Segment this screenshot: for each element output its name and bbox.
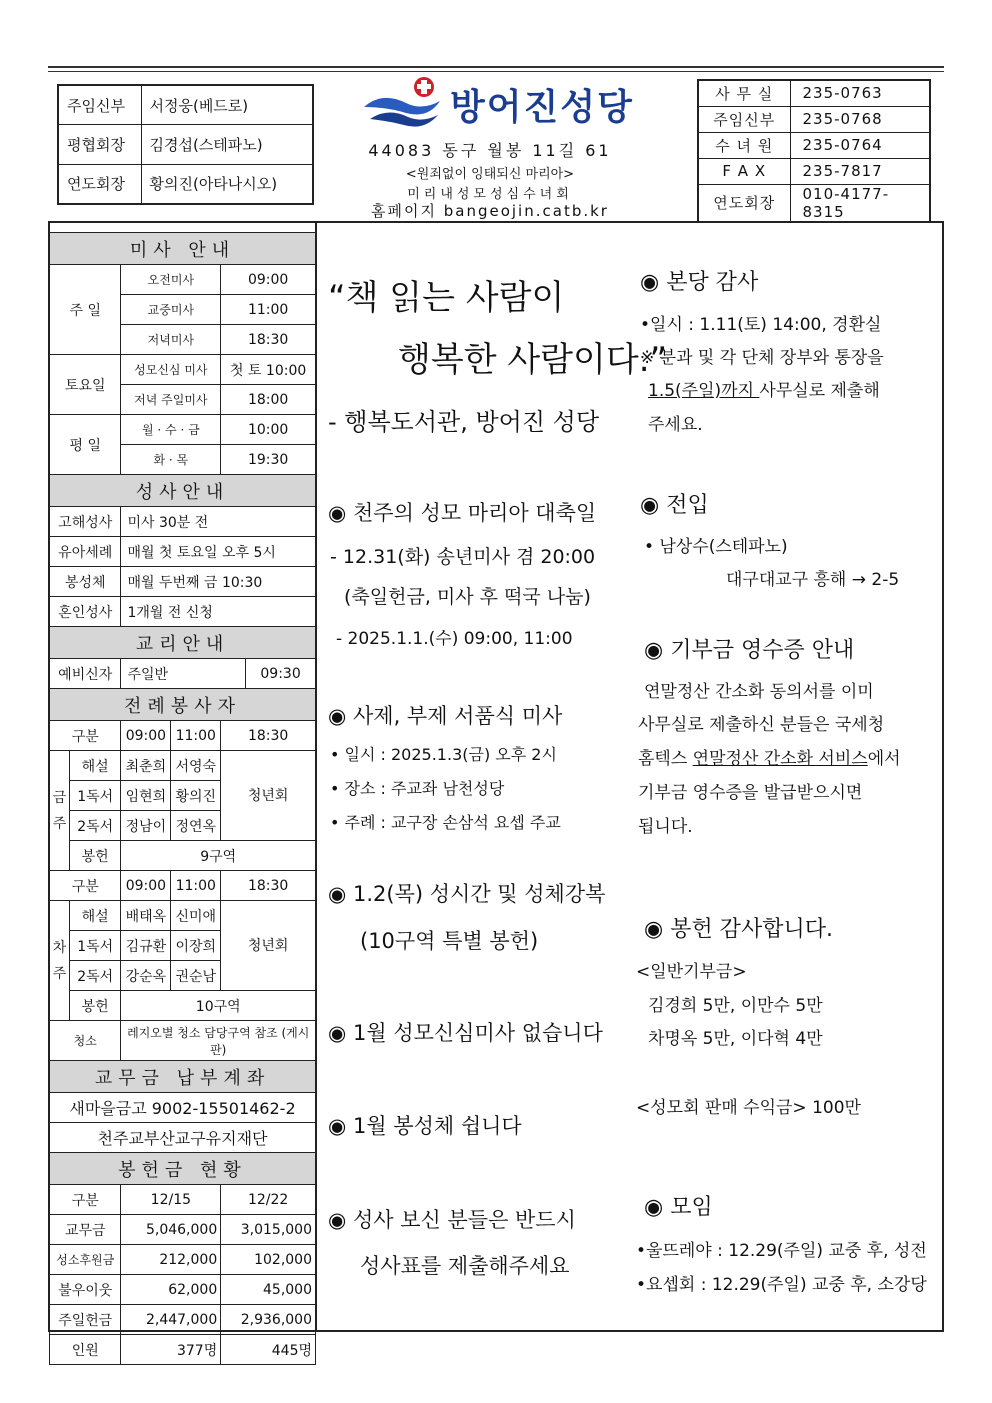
notice-line: - 2025.1.1.(수) 09:00, 11:00 — [336, 629, 573, 649]
notice-title: ◉ 봉헌 감사합니다. — [644, 917, 833, 942]
notice-line: 성사표를 제출해주세요 — [360, 1254, 570, 1278]
offering-amount: 5,046,000 — [121, 1215, 221, 1245]
weekday-label: 평 일 — [50, 415, 121, 475]
mass-time: 첫 토 10:00 — [221, 355, 316, 385]
notice-line: •일시 : 1.11(토) 14:00, 경환실 — [640, 315, 882, 335]
minister-name: 정연옥 — [171, 811, 221, 841]
mass-time: 10:00 — [221, 415, 316, 445]
mass-name: 저녁 주일미사 — [121, 385, 221, 415]
catechism-label: 예비신자 — [50, 659, 121, 689]
mass-name: 화 · 목 — [121, 445, 221, 475]
contact-table — [697, 79, 931, 223]
mass-time: 18:00 — [221, 385, 316, 415]
contact-number: 235-0763 — [790, 80, 930, 106]
catechism-time: 09:30 — [246, 659, 316, 689]
staff-name: 김경섭(스테파노) — [141, 125, 313, 165]
offering-amount: 62,000 — [121, 1275, 221, 1305]
offering-amount: 377명 — [121, 1335, 221, 1365]
notice-line: - 12.31(화) 송년미사 겸 20:00 — [330, 546, 596, 568]
notice-title: ◉ 천주의 성모 마리아 대축일 — [328, 501, 597, 525]
contact-label: 연도회장 — [698, 184, 790, 222]
sunday-label: 주 일 — [50, 265, 121, 355]
sacrament-label: 봉성체 — [50, 567, 121, 597]
notice-text: 홈텍스 — [638, 749, 693, 769]
offering-section-title: 봉헌금 현황 — [50, 1153, 316, 1185]
minister-name: 임현희 — [121, 781, 171, 811]
ministers-header: 구분 — [50, 871, 121, 901]
ministers-header: 구분 — [50, 721, 121, 751]
contact-label: F A X — [698, 158, 790, 184]
mass-name: 교중미사 — [121, 295, 221, 325]
account-number: 새마을금고 9002-15501462-2 — [50, 1093, 316, 1123]
ministers-section-title: 전례봉사자 — [50, 689, 316, 721]
contact-number: 010-4177-8315 — [790, 184, 930, 222]
offering-amount: 212,000 — [121, 1245, 221, 1275]
sacrament-value: 미사 30분 전 — [121, 507, 316, 537]
mass-section-title: 미사 안내 — [50, 233, 316, 265]
youth-group-label: 청년회 — [221, 751, 316, 841]
minister-name: 강순옥 — [121, 961, 171, 991]
church-address: 44083 동구 월봉 11길 61 — [368, 141, 612, 160]
minister-name: 이장희 — [171, 931, 221, 961]
notice-title: ◉ 기부금 영수증 안내 — [644, 638, 855, 663]
mass-name: 오전미사 — [121, 265, 221, 295]
notice-title: ◉ 성사 보신 분들은 반드시 — [328, 1208, 576, 1232]
offering-label: 인원 — [50, 1335, 121, 1365]
offering-amount: 2,936,000 — [221, 1305, 316, 1335]
minister-name: 최춘희 — [121, 751, 171, 781]
notice-line: • 남상수(스테파노) — [644, 537, 788, 557]
this-week-label: 금주 — [50, 751, 70, 871]
quote-source: - 행복도서관, 방어진 성당 — [328, 408, 600, 436]
minister-name: 배태옥 — [121, 901, 171, 931]
minister-name: 권순남 — [171, 961, 221, 991]
notice-line: •울뜨레야 : 12.29(주일) 교중 후, 성전 — [636, 1241, 927, 1261]
notice-line — [648, 376, 880, 401]
notice-line: <성모회 판매 수익금> 100만 — [636, 1098, 861, 1118]
notice-line: • 주례 : 교구장 손삼석 요셉 주교 — [330, 813, 561, 832]
sacrament-value: 매월 첫 토요일 오후 5시 — [121, 537, 316, 567]
offering-label: 주일헌금 — [50, 1305, 121, 1335]
ministers-header: 18:30 — [221, 721, 316, 751]
offertory-zone: 10구역 — [121, 991, 316, 1021]
role-label: 봉헌 — [69, 991, 121, 1021]
ministers-header: 09:00 — [121, 871, 171, 901]
offering-amount: 102,000 — [221, 1245, 316, 1275]
notice-line: 연말정산 간소화 동의서를 이미 — [644, 682, 874, 702]
offering-header: 12/15 — [121, 1185, 221, 1215]
mass-name: 성모신심 미사 — [121, 355, 221, 385]
notice-line: • 장소 : 주교좌 남천성당 — [330, 779, 505, 798]
staff-name: 서정웅(베드로) — [141, 85, 313, 125]
role-label: 1독서 — [69, 781, 121, 811]
info-sidebar-table — [49, 232, 316, 1365]
convent-name: 미리내성모성심수녀회 — [407, 187, 573, 202]
role-label: 2독서 — [69, 811, 121, 841]
notice-line: 기부금 영수증을 발급받으시면 — [638, 783, 863, 803]
mass-time: 09:00 — [221, 265, 316, 295]
notice-line: 차명옥 5만, 이다혁 4만 — [648, 1029, 823, 1049]
ministers-header: 11:00 — [171, 721, 221, 751]
mass-time: 19:30 — [221, 445, 316, 475]
cleaning-value: 레지오별 청소 담당구역 참조 (게시판) — [121, 1021, 316, 1061]
minister-name: 황의진 — [171, 781, 221, 811]
notice-line: 주세요. — [648, 415, 703, 435]
minister-name: 정남이 — [121, 811, 171, 841]
offering-header: 구분 — [50, 1185, 121, 1215]
catechism-section-title: 교리안내 — [50, 627, 316, 659]
deadline-text: 1.5(주일)까지 — [648, 381, 760, 401]
contact-label: 사 무 실 — [698, 80, 790, 106]
saturday-label: 토요일 — [50, 355, 121, 415]
notice-line: (축일헌금, 미사 후 떡국 나눔) — [344, 586, 591, 608]
notice-line: 대구대교구 흥해 → 2-5 — [726, 570, 900, 590]
contact-label: 수 녀 원 — [698, 132, 790, 158]
notice-line: ※ 분과 및 각 단체 장부와 통장을 — [640, 348, 884, 368]
sacrament-value: 1개월 전 신청 — [121, 597, 316, 627]
ministers-header: 18:30 — [221, 871, 316, 901]
staff-table — [57, 84, 314, 205]
minister-name: 김규환 — [121, 931, 171, 961]
quote-line-1: “책 읽는 사람이 — [328, 278, 565, 318]
mass-time: 18:30 — [221, 325, 316, 355]
sacrament-value: 매월 두번째 금 10:30 — [121, 567, 316, 597]
role-label: 2독서 — [69, 961, 121, 991]
notice-line: • 일시 : 2025.1.3(금) 오후 2시 — [330, 745, 557, 764]
contact-number: 235-0768 — [790, 106, 930, 132]
notice-title: ◉ 본당 감사 — [640, 270, 759, 295]
offering-label: 교무금 — [50, 1215, 121, 1245]
notice-title: ◉ 전입 — [640, 493, 709, 518]
contact-number: 235-0764 — [790, 132, 930, 158]
account-holder: 천주교부산교구유지재단 — [50, 1123, 316, 1153]
offering-header: 12/22 — [221, 1185, 316, 1215]
notice-title: ◉ 1월 봉성체 쉽니다 — [328, 1114, 522, 1138]
notice-line: 김경희 5만, 이만수 5만 — [648, 996, 823, 1016]
church-slogan: <원죄없이 잉태되신 마리아> — [405, 167, 575, 182]
offering-label: 불우이웃 — [50, 1275, 121, 1305]
catechism-value: 주일반 — [121, 659, 246, 689]
church-logo-icon — [362, 75, 442, 133]
notice-title: ◉ 모임 — [644, 1195, 713, 1220]
homepage-link[interactable]: 홈페이지 bangeojin.catb.kr — [371, 202, 609, 220]
notice-text: 에서 — [867, 749, 901, 769]
notice-line: (10구역 특별 봉헌) — [360, 929, 539, 953]
notice-title: ◉ 1월 성모신심미사 없습니다 — [328, 1021, 603, 1045]
role-label: 봉헌 — [69, 841, 121, 871]
offering-label: 성소후원금 — [50, 1245, 121, 1275]
notice-text: 사무실로 제출해 — [759, 381, 880, 401]
staff-role: 연도회장 — [58, 164, 141, 204]
staff-name: 황의진(아타나시오) — [141, 164, 313, 204]
notice-line: <일반기부금> — [636, 962, 747, 982]
role-label: 해설 — [69, 751, 121, 781]
account-section-title: 교무금 납부계좌 — [50, 1061, 316, 1093]
role-label: 1독서 — [69, 931, 121, 961]
minister-name: 신미애 — [171, 901, 221, 931]
church-name: 방어진성당 — [450, 87, 634, 128]
youth-group-label: 청년회 — [221, 901, 316, 991]
offering-amount: 2,447,000 — [121, 1305, 221, 1335]
contact-number: 235-7817 — [790, 158, 930, 184]
notice-title: ◉ 사제, 부제 서품식 미사 — [328, 704, 563, 728]
hometax-service-text: 연말정산 간소화 서비스 — [692, 749, 868, 769]
sacrament-label: 고해성사 — [50, 507, 121, 537]
ministers-header: 09:00 — [121, 721, 171, 751]
cleaning-label: 청소 — [50, 1021, 121, 1061]
role-label: 해설 — [69, 901, 121, 931]
notice-line: •요셉회 : 12.29(주일) 교중 후, 소강당 — [636, 1275, 927, 1295]
sacrament-label: 유아세례 — [50, 537, 121, 567]
sacrament-label: 혼인성사 — [50, 597, 121, 627]
notice-line — [638, 744, 901, 769]
staff-role: 평협회장 — [58, 125, 141, 165]
top-rule — [48, 66, 944, 68]
notice-line: 됩니다. — [638, 817, 693, 837]
offering-amount: 3,015,000 — [221, 1215, 316, 1245]
notice-line: 사무실로 제출하신 분들은 국세청 — [638, 715, 885, 735]
next-week-label: 차주 — [50, 901, 70, 1021]
ministers-header: 11:00 — [171, 871, 221, 901]
sacrament-section-title: 성사안내 — [50, 475, 316, 507]
top-rule-thin — [48, 71, 944, 72]
church-logo — [362, 75, 657, 135]
offertory-zone: 9구역 — [121, 841, 316, 871]
quote-line-2: 행복한 사람이다.” — [398, 340, 668, 380]
mass-name: 월 · 수 · 금 — [121, 415, 221, 445]
minister-name: 서영숙 — [171, 751, 221, 781]
mass-name: 저녁미사 — [121, 325, 221, 355]
mass-time: 11:00 — [221, 295, 316, 325]
staff-role: 주임신부 — [58, 85, 141, 125]
offering-amount: 45,000 — [221, 1275, 316, 1305]
notice-title: ◉ 1.2(목) 성시간 및 성체강복 — [328, 882, 606, 906]
contact-label: 주임신부 — [698, 106, 790, 132]
offering-amount: 445명 — [221, 1335, 316, 1365]
